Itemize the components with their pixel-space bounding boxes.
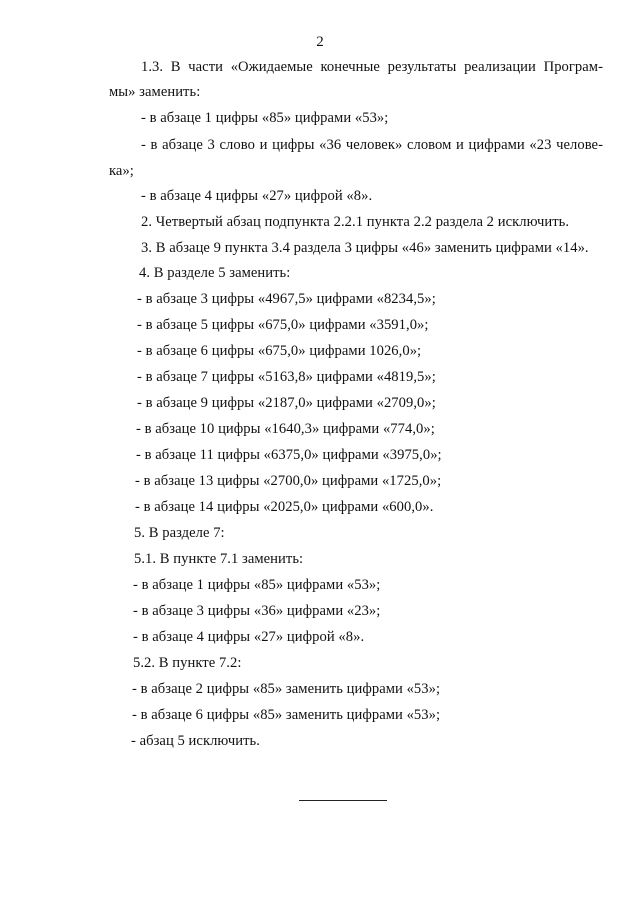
text-line: - в абзаце 6 цифры «85» заменить цифрами «53»; [132,707,441,723]
text-line: 4. В разделе 5 заменить: [139,265,291,281]
text-line: 5.2. В пункте 7.2: [133,655,242,671]
text-line: 5.1. В пункте 7.1 заменить: [134,551,304,567]
text-line: - в абзаце 13 цифры «2700,0» цифрами «1725,0»; [135,473,442,489]
text-line: - в абзаце 7 цифры «5163,8» цифрами «4819,5»; [137,369,436,385]
text-line: - в абзаце 9 цифры «2187,0» цифрами «2709,0»; [137,395,436,411]
text-line: 1.3. В части «Ожидаемые конечные результаты реализации Програм- [141,59,603,75]
text-line: - в абзаце 1 цифры «85» цифрами «53»; [141,110,389,126]
text-line: - в абзаце 11 цифры «6375,0» цифрами «3975,0»; [136,447,442,463]
text-line: - в абзаце 5 цифры «675,0» цифрами «3591,0»; [137,317,429,333]
page-number: 2 [316,34,324,50]
text-line: - в абзаце 6 цифры «675,0» цифрами 1026,0»; [137,343,422,359]
text-line: - абзац 5 исключить. [131,733,260,749]
text-line: - в абзаце 3 слово и цифры «36 человек» словом и цифрами «23 челове- [141,137,603,153]
text-line: - в абзаце 4 цифры «27» цифрой «8». [141,188,373,204]
text-line: - в абзаце 3 цифры «36» цифрами «23»; [133,603,381,619]
text-line: 2. Четвертый абзац подпункта 2.2.1 пункта 2.2 раздела 2 исключить. [141,214,570,230]
text-line: - в абзаце 1 цифры «85» цифрами «53»; [133,577,381,593]
text-line: мы» заменить: [109,84,201,100]
text-line: 3. В абзаце 9 пункта 3.4 раздела 3 цифры «46» заменить цифрами «14». [141,240,589,256]
text-line: - в абзаце 14 цифры «2025,0» цифрами «600,0». [135,499,434,515]
text-line: - в абзаце 3 цифры «4967,5» цифрами «8234,5»; [137,291,436,307]
text-line: - в абзаце 4 цифры «27» цифрой «8». [133,629,365,645]
text-line: 5. В разделе 7: [134,525,225,541]
closing-rule [299,800,387,801]
text-line: - в абзаце 10 цифры «1640,3» цифрами «774,0»; [136,421,435,437]
text-line: - в абзаце 2 цифры «85» заменить цифрами «53»; [132,681,441,697]
text-line: ка»; [109,163,134,179]
